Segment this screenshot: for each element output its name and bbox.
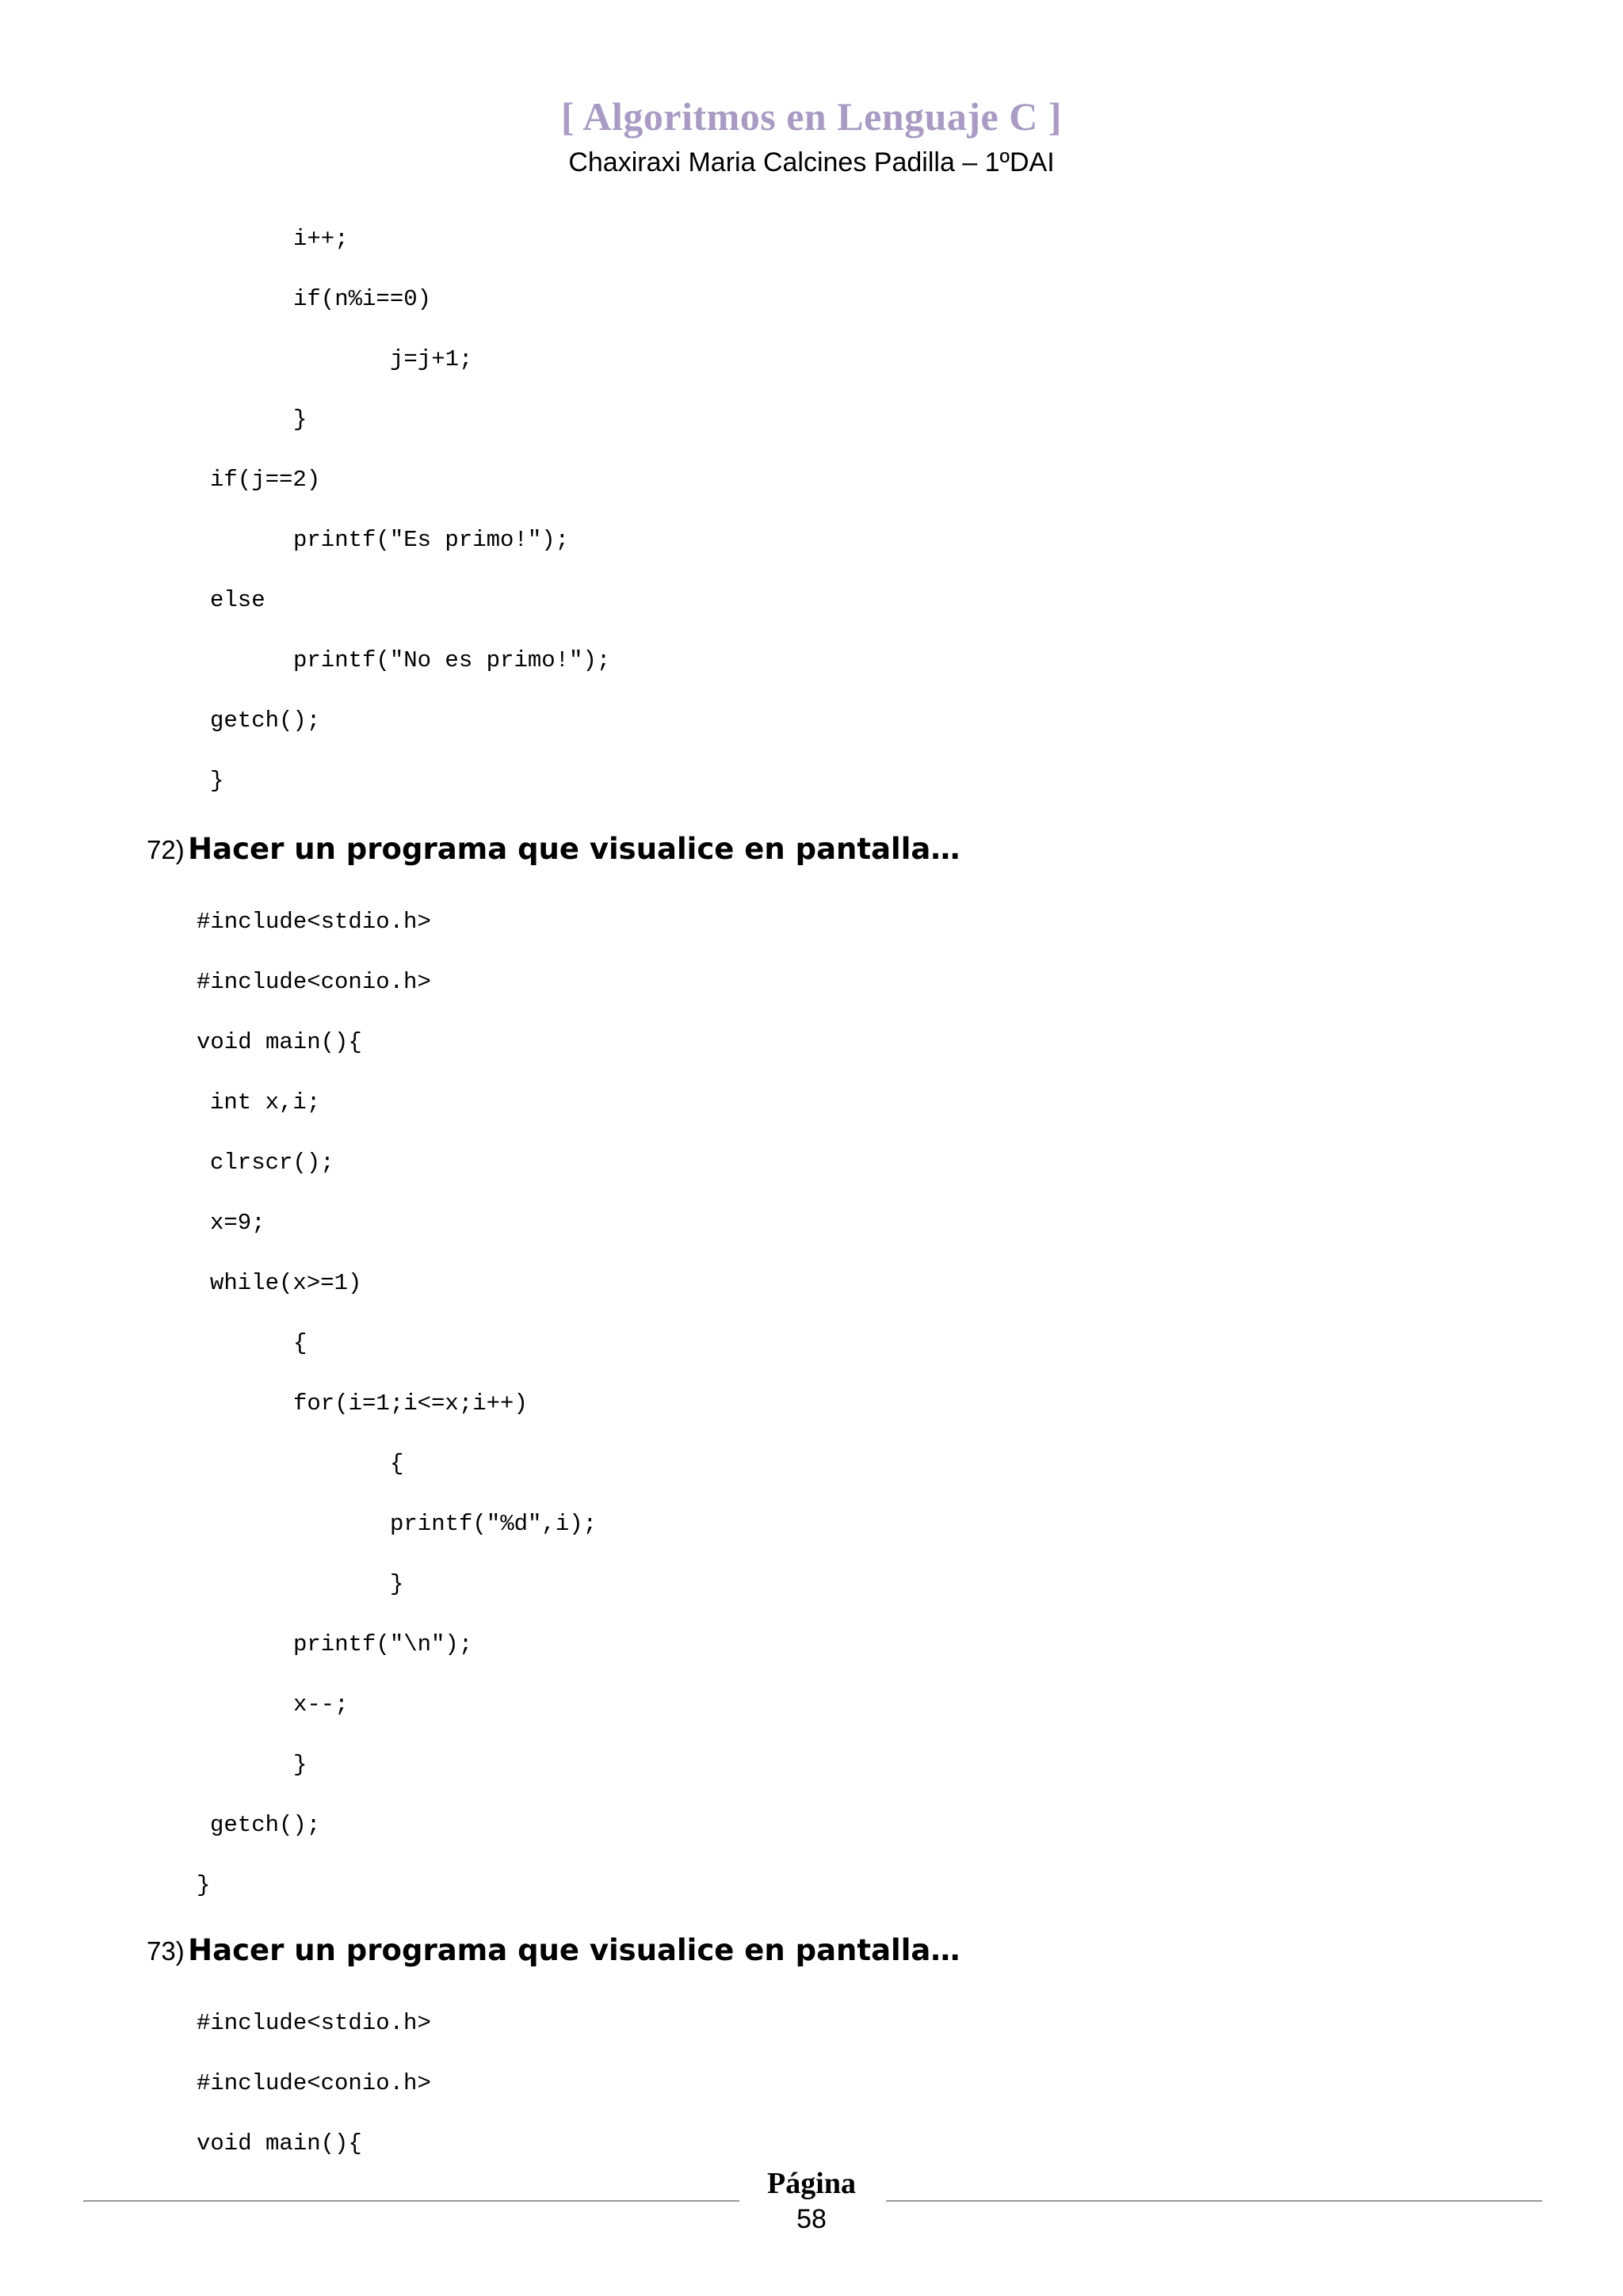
code-line: {	[390, 1451, 404, 1477]
code-line: if(n%i==0)	[293, 286, 432, 312]
author-line: Chaxiraxi Maria Calcines Padilla – 1ºDAI	[568, 147, 1055, 177]
exercise-title: Hacer un programa que visualice en pantalla…	[188, 832, 960, 866]
code-line: getch();	[210, 1812, 321, 1838]
footer-page-number: 58	[796, 2204, 827, 2234]
footer-page-label: Página	[767, 2167, 856, 2200]
code-line: #include<stdio.h>	[197, 909, 431, 935]
code-line: }	[293, 1752, 307, 1778]
code-line: }	[390, 1571, 404, 1597]
code-line: }	[293, 406, 307, 433]
code-line: {	[293, 1330, 307, 1356]
footer-rule-right	[886, 2200, 1542, 2202]
footer-rule-left	[83, 2200, 739, 2202]
code-line: printf("\n");	[293, 1631, 473, 1657]
exercise-73-heading	[147, 1933, 960, 1967]
exercise-number: 73)	[147, 1936, 185, 1966]
code-line: for(i=1;i<=x;i++)	[293, 1390, 528, 1417]
exercise-72-heading	[147, 832, 960, 866]
code-line: void main(){	[197, 2130, 362, 2157]
code-line: printf("No es primo!");	[293, 647, 611, 673]
exercise-number: 72)	[147, 835, 185, 864]
exercise-title: Hacer un programa que visualice en pantalla…	[188, 1933, 960, 1967]
code-line: x=9;	[210, 1210, 265, 1236]
code-line: void main(){	[197, 1029, 362, 1055]
code-line: clrscr();	[210, 1150, 334, 1176]
document-title: [ Algoritmos en Lenguaje C ]	[561, 94, 1062, 139]
code-line: while(x>=1)	[210, 1270, 362, 1296]
code-line: printf("%d",i);	[390, 1511, 598, 1537]
code-line: int x,i;	[210, 1089, 321, 1116]
code-line: }	[210, 768, 224, 794]
code-line: #include<conio.h>	[197, 969, 431, 995]
code-line: j=j+1;	[390, 346, 473, 372]
code-line: if(j==2)	[210, 467, 321, 493]
code-line: #include<stdio.h>	[197, 2010, 431, 2036]
code-line: getch();	[210, 707, 321, 734]
code-line: printf("Es primo!");	[293, 527, 570, 553]
code-line: else	[210, 587, 265, 613]
code-line: #include<conio.h>	[197, 2070, 431, 2096]
code-line: x--;	[293, 1691, 349, 1718]
code-line: }	[197, 1872, 211, 1898]
code-line: i++;	[293, 226, 349, 252]
